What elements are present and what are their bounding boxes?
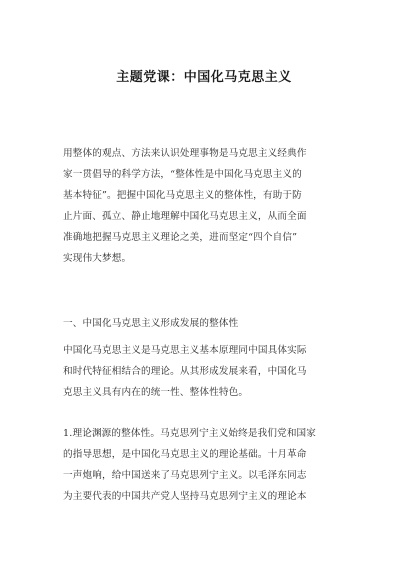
text-line: 用整体的观点、方法来认识处理事物是马克思主义经典作 (63, 148, 307, 159)
paragraph-intro (63, 143, 353, 269)
section-heading (63, 313, 353, 334)
text-line: 一声炮响，给中国送来了马克思列宁主义。以毛泽东同志 (63, 470, 307, 481)
text-line: 家一贯倡导的科学方法，“整体性是中国化马克思主义的 (63, 169, 302, 180)
paragraph-theory-source (63, 423, 353, 507)
text-line: 和时代特征相结合的理论。从其形成发展来看，中国化马 (63, 366, 307, 377)
text-line: 实现伟大梦想。 (63, 253, 132, 264)
text-line: 为主要代表的中国共产党人坚持马克思列宁主义的理论本 (63, 491, 307, 502)
heading-text: 一、中国化马克思主义形成发展的整体性 (63, 318, 239, 329)
text-line: 基本特征”。把握中国化马克思主义的整体性，有助于防 (63, 190, 302, 201)
text-line: 的指导思想，是中国化马克思主义的理论基础。十月革命 (63, 449, 307, 460)
paragraph-section-intro (63, 340, 353, 403)
text-line: 中国化马克思主义是马克思主义基本原理同中国具体实际 (63, 345, 307, 356)
text-line: 克思主义具有内在的统一性、整体性特色。 (63, 387, 249, 398)
text-line: 1.理论渊源的整体性。马克思列宁主义始终是我们党和国家 (63, 428, 317, 439)
document-title: 主题党课：中国化马克思主义 (116, 70, 292, 85)
text-line: 止片面、孤立、静止地理解中国化马克思主义，从而全面 (63, 211, 307, 222)
text-line: 准确地把握马克思主义理论之美，进而坚定“四个自信” (63, 232, 298, 243)
